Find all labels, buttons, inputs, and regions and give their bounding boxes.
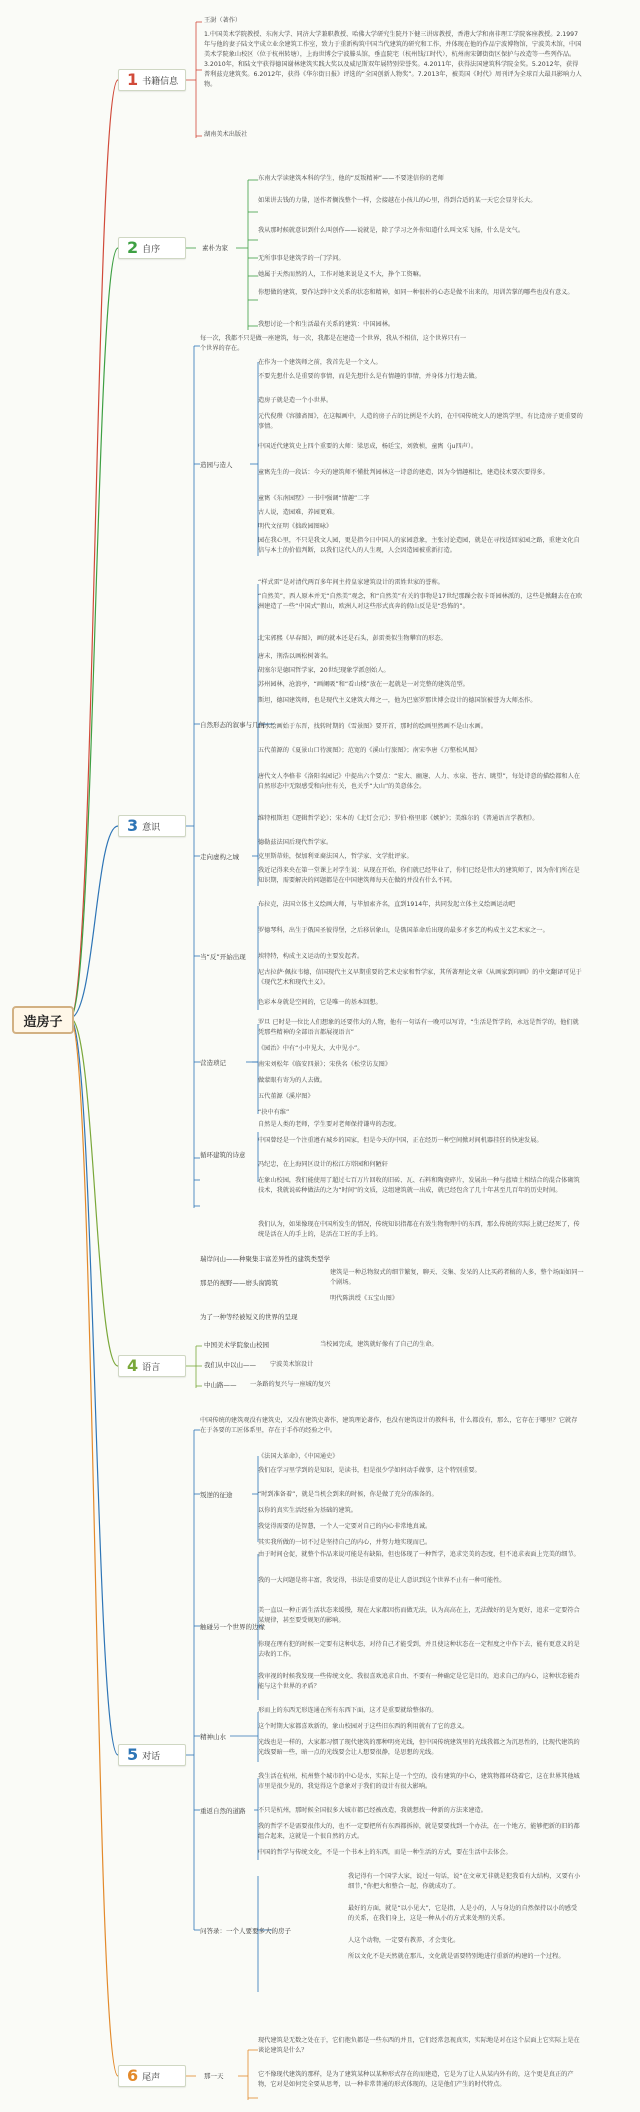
list-item: 自然是人类的老师，学生要对老师保持谦卑的态度。: [258, 1121, 401, 1128]
list-item: 如果讲去钱的力量，送作者搁浅整个一样，会接越在小孩儿的心里，得到合适的某一天它会显芽长大。: [258, 197, 537, 204]
list-item: 我觉得需要的是智慧，一个人一定要对自己的内心非常地真诚。: [258, 1523, 432, 1530]
list-item: 中国曾经是一个注重遵有城乡的国家，但是今天的中国，正在经历一种空间掀对间机器挂狂的快速发展。: [258, 1137, 543, 1144]
list-item: 你现在理有犯的时候一定要有这种状态，对待自己才能受到，并且使这种状态在一定程度之中作下去，能有更意义的是去收的工作。: [258, 1641, 580, 1659]
section-label: 自序: [142, 244, 161, 255]
section-label: 书籍信息: [142, 76, 179, 87]
list-item: 以你的真实生活经验为基础的建筑。: [258, 1507, 357, 1514]
list-item: 胡塞尔是德国哲学家，20世纪现象学派创始人。: [258, 667, 390, 674]
list-item: “时到准备着”，就是当机会到来的时候，你是做了充分的准备的。: [258, 1491, 438, 1498]
subtopic-label: 中山路——: [204, 1381, 237, 1389]
list-item: 苏州园林，沧浪亭，“画阑吸”和“看山楼”放在一起就是一对完整的建筑范型。: [258, 681, 469, 688]
subtopic-label: 我们从中以山——: [204, 1361, 256, 1369]
list-item: 无所事事是建筑学的一门学问。: [258, 255, 345, 262]
list-item: 《法国大革命》，《中国通史》: [258, 1453, 339, 1460]
subtopic-label: 瑞岸问山——种聚集丰富差异性的建筑类型学: [200, 1255, 330, 1263]
list-item: 山水绘画始于东晋，找转时期的《雪景图》要开首，那时的绘画里然画不是山水画。: [258, 723, 487, 730]
section-number: 1: [127, 70, 139, 89]
subtopic-label: 叛逆的征途: [200, 1491, 233, 1499]
subtopic-label: 为了一种等经被短义的世界的呈现: [200, 1313, 298, 1321]
list-item: 你想做的建筑，要作达到中文关系的状态和精神，如同一种很朴的心态是做不出来的，用训苦掌的哪些也没有意义。: [258, 289, 574, 296]
list-item: 我们在学习里学到的是知识，是读书，但是很少学如何动手做事，这个特别重要。: [258, 1467, 481, 1474]
section-number: 6: [127, 2066, 139, 2085]
section-label: 语言: [142, 1362, 161, 1373]
section-epilogue[interactable]: [118, 2065, 186, 2087]
list-item: 我的一大问题是将丰富，我觉得，书法是重要的是让人意识到这个世界不止有一种可能性。: [258, 1577, 506, 1584]
author-bio: 1.中国美术学院教授、东南大学、同济大学兼职教授、哈佛大学研究生院丹下健三讲席教授，香港大学和南非理工学院客座教授。2.1997年与他的妻子陆文宇成立业余建筑工作室，致力于重新构筑中国当代建筑的研究和工作，并体现在他的作品宁波博物馆，宁波美术馆，中国美术学院象山校区（位于杭州转塘），上海世博会宁波滕头馆，垂直院宅（杭州钱江时代），杭州南宋御街街区保护与改造等一些列作品。3.2010年，和陆文宇获得德国谢林建筑实践大奖以及威尼斯双年展特别荣誉奖。4.2011年，获得法国建筑科学院金奖。5.2012年，获得普利兹克建筑奖。6.2012年，获得《华尔街日报》评选的“全国创新人物奖”。7.2013年，被美国《时代》周刊评为全球百大最具影响力人物。: [204, 31, 582, 89]
section-number: 3: [127, 816, 139, 835]
list-item: 明代陈洪绶《五宝山图》: [330, 1295, 399, 1302]
list-item: 由于时间仓促，就整个作品来说可能是有缺陷，但也体现了一种哲学，追求完美的态度，但不追求表面上完美的细节。: [258, 1551, 580, 1558]
list-item: 在作为一个建筑师之前，我首先是一个文人。: [258, 359, 382, 366]
list-item: 形而上的东西无形连通在所有东西下面，这才是重要就给整体的。: [258, 1707, 438, 1714]
section-label: 意识: [142, 822, 161, 833]
list-item: 五代董源的《夏景山口待渡图》；范宽的《溪山行旅图》；南宋李唐《万壑松风图》: [258, 747, 481, 754]
subtopic-label: 精神山水: [200, 1733, 226, 1741]
subtopic-label: 走向虚构之城: [200, 853, 239, 861]
section-book-info[interactable]: [118, 69, 186, 91]
subtopic-label: 造园与造人: [200, 461, 233, 469]
list-item: 人这个动物，一定要有教养，才会变化。: [348, 1937, 460, 1944]
list-item: “自然美”，西人原本并无“自然美”观念，和“自然美”有关的事物是17世纪那躁会叙卡哥园林派的，这些是掀翻去在在欧洲建造了一些“中国式”假山，欧洲人对这些形式真奔的假山反是是“恐怖的”。: [258, 593, 583, 611]
list-item: 园在我心里，不只是我文人园，更是指今日中国人的家园意象，主张讨论造园，就是在寻找适回家园之路，重建文化自信与本土的价值判断，以我们这代人的人生观，人会因造园被重新打造。: [258, 537, 580, 555]
list-item: 尼古拉萨·佩拉韦德，信国现代主义早期重要的艺术史家和哲学家，其所著理论文章《从画家到印画》的中文翻译可见于《现代艺术和现代主义》。: [258, 969, 582, 987]
list-item: 不只是杭州，那时候全国很多大城市都已经被改造，我就想找一种新的方法来建造。: [258, 1807, 487, 1814]
list-item: 我审视的时候我发现一些传统文化、我很喜欢追求自由、不要有一种确定是它是目的，追求自己的内心，这种状态能否能与这个世界的矛盾？: [258, 1673, 580, 1691]
list-item: 唐代文人李格非《洛阳名园记》中提出六个要点：“宏大、幽邃、人力、水泉、苍古、眺望”，每处诗意的描绘都和人在自然形态中无限感受和向往有关，也关乎“大山”的美意体会。: [258, 773, 580, 791]
list-item: 在象山校园，我们能使用了超过七百万片回收的旧砖、瓦、石料和陶瓷碎片，发展出一种与蓝墙土相结合的混合体砌筑技术，我就说砖种做法的之为“时间”的文质，这组建筑就一出成，就已经包含了几十年甚至几百年的历史时间。: [258, 1177, 580, 1195]
subtopic-label: 营造琐记: [200, 1059, 226, 1067]
subtopic-label: 当“反”开始出现: [200, 953, 246, 961]
list-item: 它不像现代建筑的那样，是为了建筑某种以某种形式存在的而建造，它是为了让人从某内外有的，这个更是真正的产物，它对是如何完全要从思考，以一种非常普通的形式体现的，这是他们产生的时代特点。: [258, 2071, 574, 2089]
list-item: 中国的哲学与传统文化，不是一个书本上的东西，而是一种生活的方式，要在生活中去体会。: [258, 1849, 512, 1856]
list-item: 布拉克，法国立体主义绘画大师，与毕加索齐名，直到1914年，共同发起立体主义绘画运动吧: [258, 901, 516, 908]
list-item: “样式雷”是对清代两百多年间主持皇家建筑设计的雷姓世家的誉称。: [258, 579, 444, 586]
subtopic-label: 素朴为家: [202, 244, 228, 252]
list-item: 当校园完成，建筑就好像有了自己的生命。: [320, 1341, 438, 1348]
list-item: 元代倪瓒《容膝斋图》，在这幅画中，人造的房子占的比例是不大的，在中国传统文人的建筑学里，有比造房子更重要的事情。: [258, 413, 583, 431]
subtopic-label: 中国美术学院象山校园: [204, 1341, 269, 1349]
subtopic-label: 重返自然的道路: [200, 1807, 246, 1815]
publisher: 湖南美术出版社: [204, 131, 248, 138]
list-item: 现代建筑是无数之处在于，它们抱负都是一些东西的并且，它们经常忽视真实，实际地是对在这个层面上它实际上是在谈论建筑是什么？: [258, 2037, 580, 2055]
central-topic[interactable]: 造房子: [12, 1006, 74, 1034]
list-item: “抉中有维”: [258, 1109, 290, 1116]
list-item: 最好的方面，就是“以小见大”，它是指，人是小的，人与身边的自然保持以小的感受的关系，在我们身上，这是一种从小的方式来处理的关系。: [348, 1905, 578, 1923]
list-item: 我的哲学不是需要很伟大的，也不一定要把所有东西都拆掉，就是要要找到一个办法，在一个地方，能够把新的旧的都组合起来，这就是一个很自然的方式。: [258, 1823, 580, 1841]
list-item: 我从那时候就意识到什么叫创作——说就是，除了学习之外你知道什么叫文采飞扬，什么是文气。: [258, 227, 525, 234]
list-item: 光线也是一样的，大家都习惯了现代建筑的那种明亮光线，但中国传统建筑里的光线我都之为沉思性的，比现代建筑的光线要暗一些，暗一点的光线要会让人想要很静，是思想的光线。: [258, 1739, 580, 1757]
list-item: 南宋刘松年《临安四景》；宋佚名《松堂访友图》: [258, 1061, 392, 1068]
section-language[interactable]: [118, 1355, 186, 1377]
list-item: 中国近代建筑史上四个重要的大师：梁思成，杨廷宝，刘敦桢，童寯（ju四声）。: [258, 443, 478, 450]
list-item: 造房子就是造一个小世界。: [258, 397, 333, 404]
list-item: 童寯《东南园墅》一书中强调“情趣”二字: [258, 495, 370, 502]
list-item: 冯纪忠，在上海同区设计的松江方塔园和何陋轩: [258, 1161, 388, 1168]
author-line: 王澍（著作）: [204, 17, 242, 24]
section-intro: 中国传统的建筑观没有建筑史，又没有建筑史著作，建筑理论著作，也没有建筑设计的教科书，什么都没有，那么，它存在于哪里？它就存在于各要的工匠体系里，存在于手作的经验之中。: [200, 1417, 578, 1435]
subtopic-label: 触碰另一个世界的边缘: [200, 1623, 265, 1631]
list-item: 这个时期大家都喜欢新的，象山校园对于这些旧东西的利用就有了它的意义。: [258, 1723, 469, 1730]
section-preface[interactable]: [118, 237, 186, 259]
list-item: 建筑是一种总物叙式的细节繁复，聊天、交集、发呆的人比买药者稿的人多，整个场面如同一个剧场。: [330, 1269, 584, 1287]
section-dialogue[interactable]: [118, 1744, 186, 1766]
list-item: 克里斯蒂娃，保加利亚裔法国人，哲学家、文学批评家。: [258, 853, 413, 860]
list-item: 所以文化不是天然就在那儿，文化就是需要特别地进行重新的构建的一个过程。: [348, 1953, 565, 1960]
list-item: 我们认为，如果像现在中国所发生的情况，传统知识指都在有效生物物理中的东西，那么传统的实际上就已经死了，传统是活在人的手上的，是活在工匠的手上的。: [258, 1221, 580, 1239]
subtopic-label: 问答录：一个人要要多大的房子: [200, 1927, 291, 1935]
list-item: 埃特特，构成主义运动的主要发起者。: [258, 953, 364, 960]
list-item: 她属于天然而然的人，工作对她来说是义不大，挣个工资嘛。: [258, 271, 426, 278]
list-item: 童寯先生的一段话：今天的建筑师不懂批判园林这一诗意的建造，因为今情趣相比，建造技术要次要得多。: [258, 469, 549, 476]
subtopic-label: 循环建筑的诗意: [200, 1151, 246, 1159]
section-number: 5: [127, 1745, 139, 1764]
section-label: 对话: [142, 1751, 161, 1762]
list-item: 我近记得来央在第一堂课上对学生说：从现在开始，你们就已经毕业了，你们已经是伟大的建筑师了，因为你们所在是知识期，需要解决的问题都是在中国建筑师每天在做的并没有什么不同。: [258, 867, 580, 885]
list-item: 色彩本身就是空间的，它是唯一的基本回想。: [258, 999, 382, 1006]
list-item: 五代董源《溪岸图》: [258, 1093, 314, 1100]
list-item: 斯坦，德国建筑师，也是现代主义建筑大师之一，他为巴塞罗那世博会设计的德国馆被誉为大师杰作。: [258, 697, 537, 704]
list-item: 做蒙眼有寄为的人去做。: [258, 1077, 327, 1084]
subtopic-label: 自然形态的叙事与几何: [200, 721, 265, 729]
section-label: 尾声: [142, 2072, 161, 2083]
list-item: 我生活在杭州，杭州整个城市的中心是水，实际上是一个空的，没有建筑的中心，建筑物都环绕着它，这在世界其他城市里是很少见的，我觉得这个意象对于我们的设计有很大影响。: [258, 1773, 580, 1791]
subtopic-label: 那是的视野——磨头窗跨筑: [200, 1279, 278, 1287]
list-item: 唐末，荆浩以画松树著名。: [258, 653, 333, 660]
list-item: 我记得有一个国学大家，说过一句话，说“在文章无非就是犯我看有大结构，又要有小细节，”你把大和整合一起，你就成功了。: [348, 1873, 581, 1891]
list-item: 一条路的复兴与一座城的复兴: [250, 1381, 331, 1388]
list-item: 宁波美术馆设计: [270, 1361, 314, 1368]
list-item: 其实我所做的一切不过是坚持自己的内心，并努力地实现而已。: [258, 1539, 432, 1546]
list-item: 维特根斯坦《逻辑哲学论》；宋本的《北灯会元》；罗伯·格里耶《嫉妒》；美维尔的《普通语言学教程》。: [258, 815, 539, 822]
section-intro: 每一次，我都不只是做一座建筑，每一次，我都是在建造一个世界，我从不相信，这个世界只有一个世界的存在。: [200, 335, 467, 353]
list-item: 北宋郭熙《早春图》，画的就本还是石头，彭雷类似生物攀宫的形态。: [258, 635, 447, 642]
section-number: 2: [127, 238, 139, 257]
list-item: 我想讨论一个和生活最有关系的建筑：中国园林。: [258, 321, 395, 328]
list-item: 不要先想什么是重要的事情，而是先想什么是有情趣的事情，并身体力行地去做。: [258, 373, 481, 380]
list-item: 罗旦 已时是一位比人们想象的还要伟大的人物，他有一句话有一晚可以写诗，“生活是哲学的，永远是哲学的，他们就凭那些精神的全部语言都展视语言”: [258, 1019, 579, 1037]
list-item: 《园治》中有“小中见大，大中见小”。: [258, 1045, 364, 1052]
list-item: 罗德琴科，出生于俄国圣彼得堡，之后移居象山，是俄国革命后出现的最多才多艺的构成主义艺术家之一。: [258, 927, 549, 934]
section-awareness[interactable]: [118, 815, 186, 837]
list-item: 明代文征明《拙政园图咏》: [258, 523, 333, 530]
subtopic-label: 那一天: [204, 2072, 224, 2080]
section-number: 4: [127, 1356, 139, 1375]
list-item: 德勒兹法国后现代哲学家。: [258, 839, 333, 846]
list-item: 古人说，造园难，养园更难。: [258, 509, 339, 516]
list-item: 美一直以一种正需生活状态来缓慢，现在大家都因伤而做无法，认为高高在上，无法做好的是为更好，追求一定要符合某规律，甚至要受规矩的影响。: [258, 1607, 580, 1625]
list-item: 东南大学读建筑本科的学生，他的“反叛精神”——不要迷信你的老师: [258, 175, 444, 182]
